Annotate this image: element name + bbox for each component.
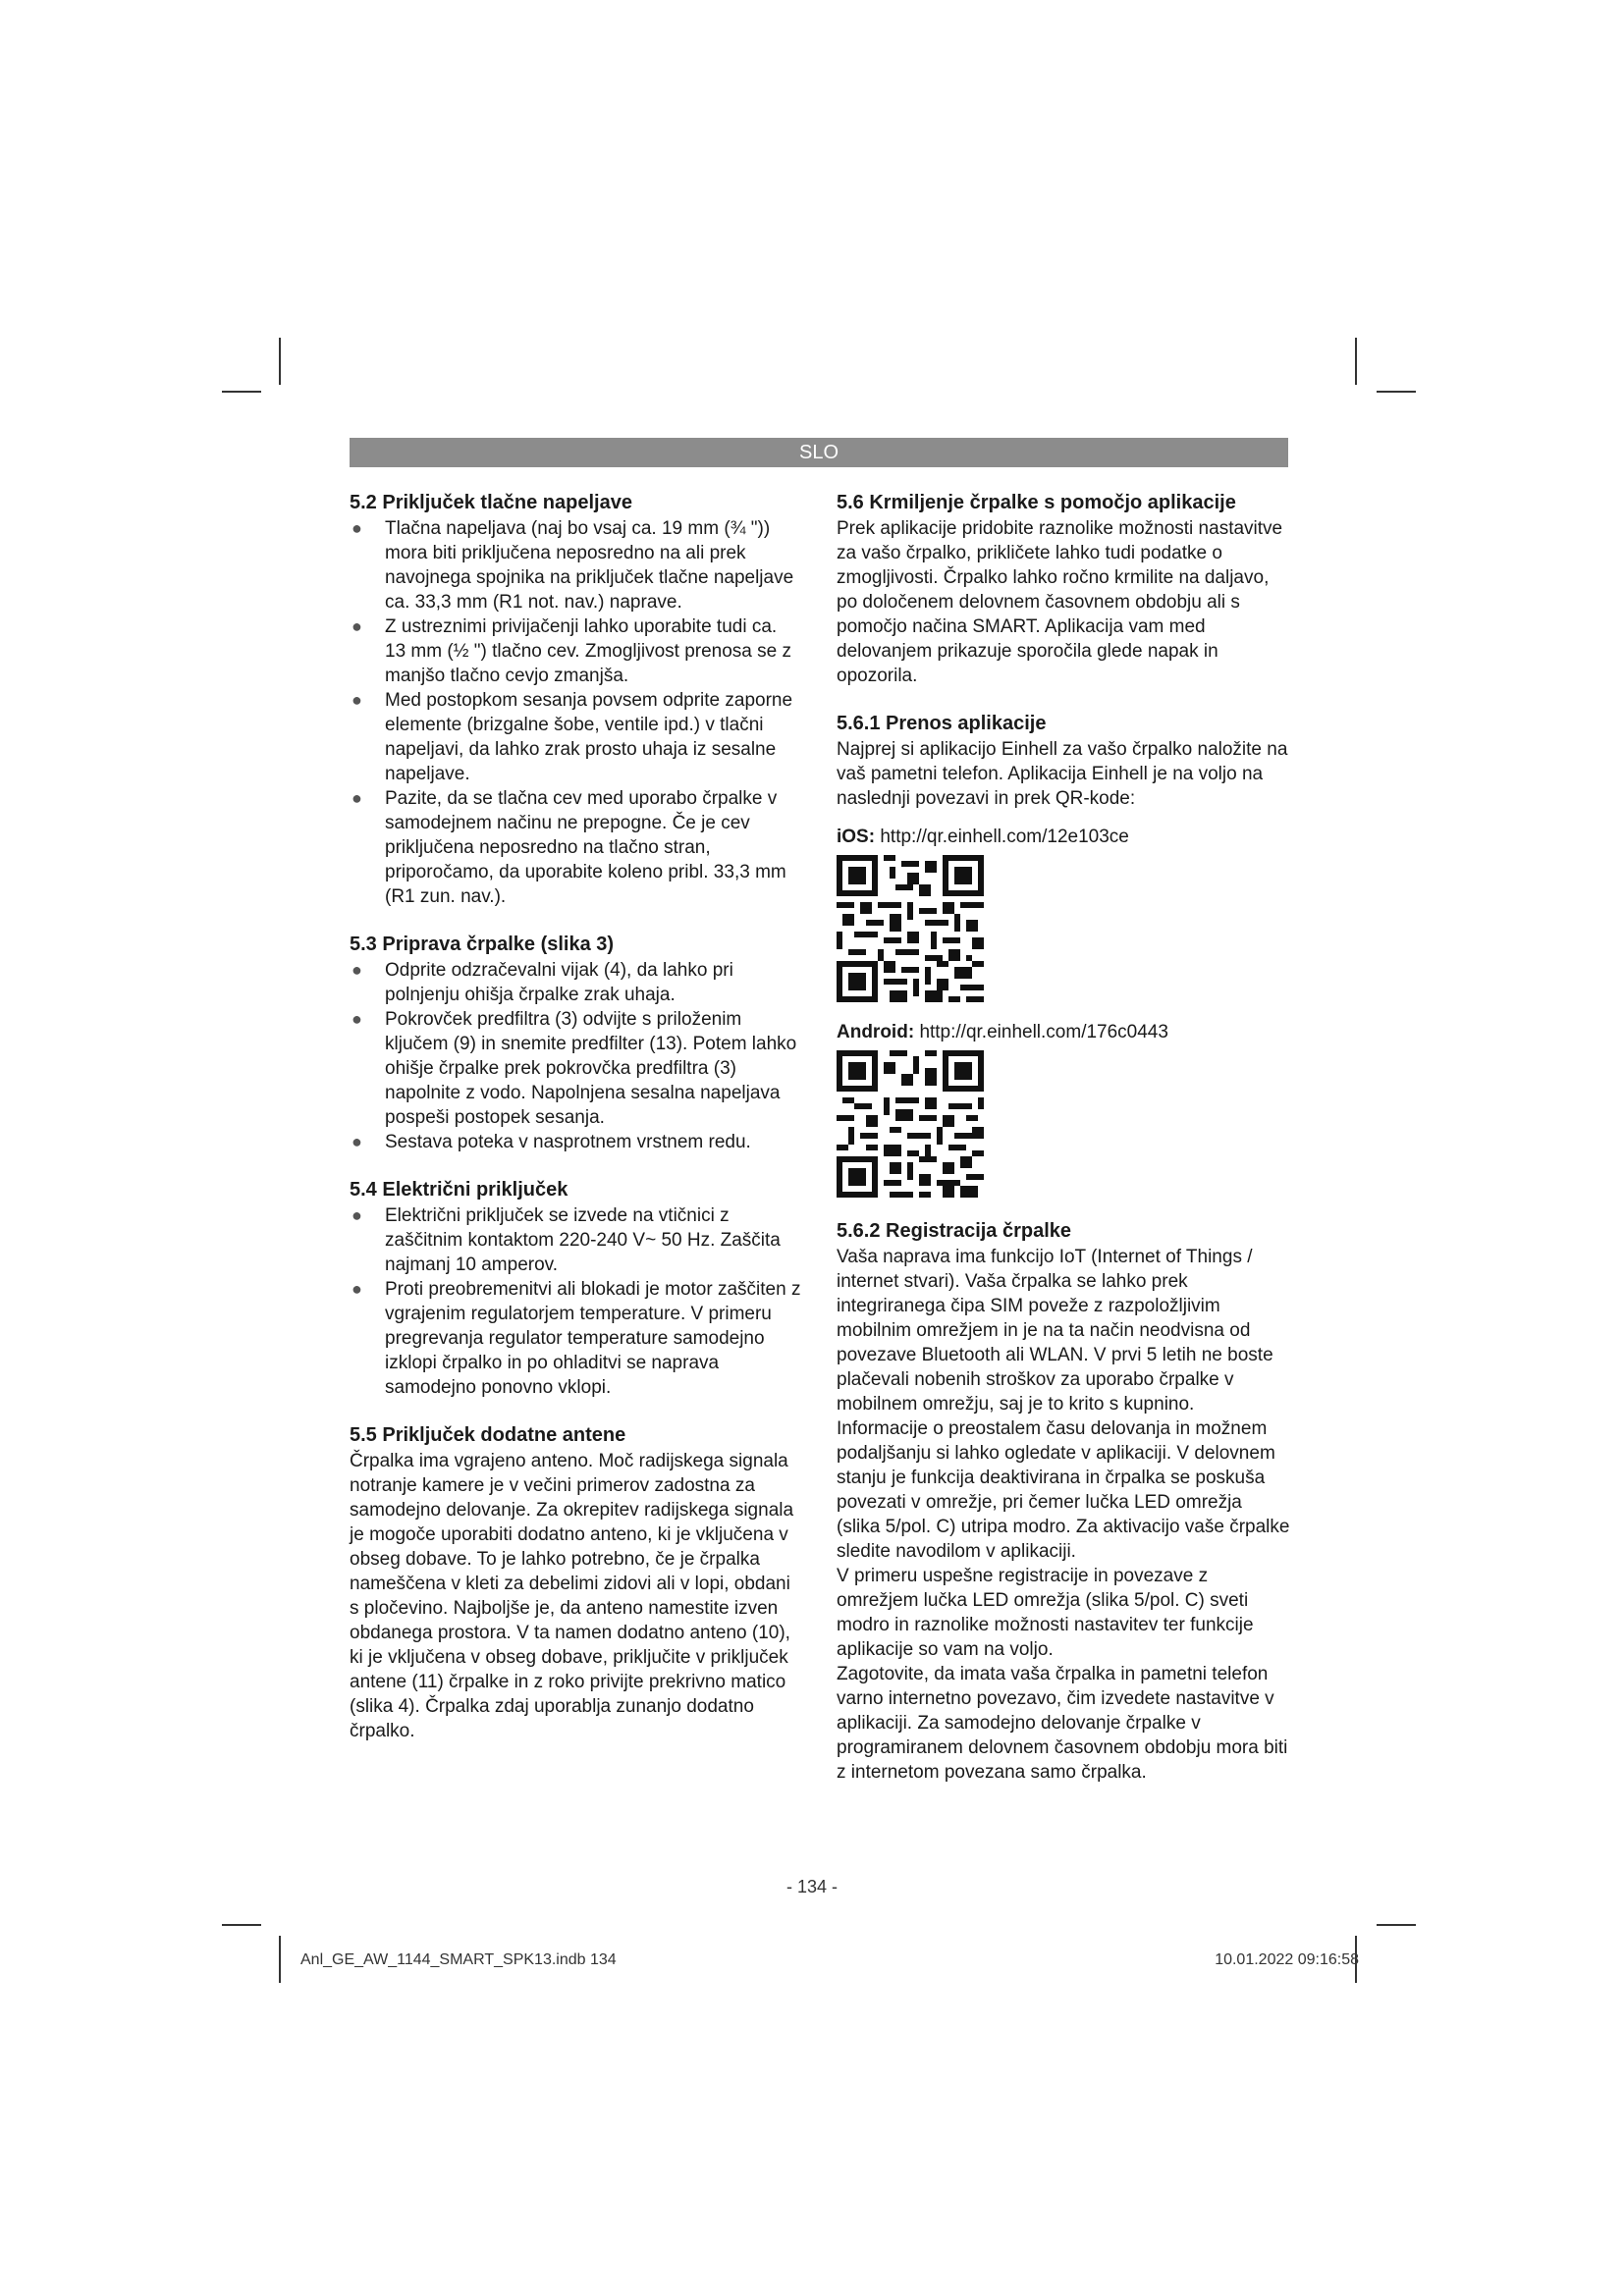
page-number: - 134 - bbox=[785, 1877, 839, 1896]
section-5-2 bbox=[350, 491, 801, 909]
section-title: 5.5 Priključek dodatne antene bbox=[350, 1424, 626, 1446]
android-label: Android: bbox=[837, 1022, 915, 1042]
section-5-6-1 bbox=[837, 712, 1290, 1198]
bullet-text: Z ustreznimi privijačenji lahko uporabite tudi ca. 13 mm (½ ") tlačno cev. Zmogljivost prenosa se z manjšo tlačno cevjo zmanjša. bbox=[385, 616, 791, 686]
language-bar: SLO bbox=[350, 438, 1288, 467]
section-title: 5.2 Priključek tlačne napeljave bbox=[350, 492, 632, 513]
bullet-icon: ● bbox=[352, 690, 362, 710]
crop-mark bbox=[279, 1936, 281, 1983]
crop-mark bbox=[279, 338, 281, 385]
right-column bbox=[837, 491, 1290, 1808]
section-text: Najprej si aplikacijo Einhell za vašo črpalko naložite na vaš pametni telefon. Aplikacija Einhell je na voljo na naslednji povezavi in prek QR-kode: bbox=[837, 739, 1288, 809]
ios-qr-code-icon[interactable] bbox=[837, 855, 984, 1002]
bullet-list bbox=[350, 958, 801, 1154]
android-link-line bbox=[837, 1020, 1290, 1044]
bullet-item bbox=[350, 1007, 801, 1130]
section-5-6 bbox=[837, 491, 1290, 688]
section-title: 5.6 Krmiljenje črpalke s pomočjo aplikacije bbox=[837, 492, 1236, 513]
ios-url-link[interactable]: http://qr.einhell.com/12e103ce bbox=[880, 827, 1129, 847]
bullet-text: Proti preobremenitvi ali blokadi je motor zaščiten z vgrajenim regulatorjem temperature. V primeru pregrevanja regulator temperature samodejno izklopi črpalko in po ohladitvi se naprava samodejno ponovno vklopi. bbox=[385, 1279, 801, 1398]
bullet-text: Tlačna napeljava (naj bo vsaj ca. 19 mm (¾ ")) mora biti priključena neposredno na ali prek navojnega spojnika na priključek tlačne napeljave ca. 33,3 mm (R1 not. nav.) naprave. bbox=[385, 518, 794, 613]
section-text: Črpalka ima vgrajeno anteno. Moč radijskega signala notranje kamere je v večini primerov zadostna za samodejno delovanje. Za okrepitev radijskega signala je mogoče uporabiti dodatno anteno, ki je vključena v obseg dobave. To je lahko potrebno, če je črpalka nameščena v kleti za debelimi zidovi ali v lopi, obdani s pločevino. Najboljše je, da anteno namestite izven obdanega prostora. V ta namen dodatno anteno (10), ki je vključena v obseg dobave, priključite v priključek antene (11) črpalke in z roko privijte prekrivno matico (slika 4). Črpalka zdaj uporablja zunanjo dodatno črpalko. bbox=[350, 1451, 794, 1741]
section-5-6-2 bbox=[837, 1219, 1290, 1785]
android-url-link[interactable]: http://qr.einhell.com/176c0443 bbox=[919, 1022, 1168, 1042]
section-5-5 bbox=[350, 1423, 801, 1743]
section-5-4 bbox=[350, 1178, 801, 1400]
bullet-item bbox=[350, 1277, 801, 1400]
bullet-item bbox=[350, 1203, 801, 1277]
left-column bbox=[350, 491, 801, 1767]
bullet-text: Sestava poteka v nasprotnem vrstnem redu. bbox=[385, 1132, 751, 1152]
section-title: 5.4 Električni priključek bbox=[350, 1179, 568, 1201]
section-title: 5.6.1 Prenos aplikacije bbox=[837, 713, 1047, 734]
section-text: V primeru uspešne registracije in povezave z omrežjem lučka LED omrežja (slika 5/pol. C) sveti modro in raznolike možnosti nastavitev ter funkcije aplikacije so vam na voljo. bbox=[837, 1566, 1254, 1660]
bullet-icon: ● bbox=[352, 616, 362, 636]
bullet-item bbox=[350, 958, 801, 1007]
bullet-icon: ● bbox=[352, 1205, 362, 1225]
bullet-text: Odprite odzračevalni vijak (4), da lahko pri polnjenju ohišja črpalke zrak uhaja. bbox=[385, 960, 733, 1005]
bullet-text: Pazite, da se tlačna cev med uporabo črpalke v samodejnem načinu ne prepogne. Če je cev priključena neposredno na tlačno stran, priporočamo, da uporabite koleno pribl. 33,3 mm (R1 zun. nav.). bbox=[385, 788, 786, 907]
crop-mark bbox=[1355, 338, 1357, 385]
bullet-text: Med postopkom sesanja povsem odprite zaporne elemente (brizgalne šobe, ventile ipd.) v tlačni napeljavi, da lahko zrak prosto uhaja iz sesalne napeljave. bbox=[385, 690, 793, 784]
footer-timestamp: 10.01.2022 09:16:58 bbox=[1215, 1951, 1359, 1968]
section-title: 5.3 Priprava črpalke (slika 3) bbox=[350, 934, 615, 955]
section-5-3 bbox=[350, 933, 801, 1154]
crop-mark bbox=[1377, 1924, 1416, 1926]
section-text: Vaša naprava ima funkcijo IoT (Internet of Things / internet stvari). Vaša črpalka se lahko prek integriranega čipa SIM poveže z razpoložljivim mobilnim omrežjem in je na ta način neodvisna od povezave Bluetooth ali WLAN. V prvi 5 letih ne boste plačevali nobenih stroškov za uporabo črpalke v mobilnem omrežju, saj je to krito s kupnino. Informacije o preostalem času delovanja in možnem podaljšanju si lahko ogledate v aplikaciji. V delovnem stanju je funkcija deaktivirana in črpalka se poskuša povezati v omrežje, pri čemer lučka LED omrežja (slika 5/pol. C) utripa modro. Za aktivacijo vaše črpalke sledite navodilom v aplikaciji. bbox=[837, 1247, 1290, 1562]
section-title: 5.6.2 Registracija črpalke bbox=[837, 1220, 1072, 1242]
bullet-item bbox=[350, 1130, 801, 1154]
ios-link-line bbox=[837, 825, 1290, 849]
bullet-icon: ● bbox=[352, 960, 362, 980]
bullet-text: Pokrovček predfiltra (3) odvijte s priloženim ključem (9) in snemite predfilter (13). Potem lahko ohišje črpalke prek pokrovčka predfiltra (3) napolnite z vodo. Napolnjena sesalna napeljava pospeši postopek sesanja. bbox=[385, 1009, 797, 1128]
section-text: Zagotovite, da imata vaša črpalka in pametni telefon varno internetno povezavo, čim izvedete nastavitve v aplikaciji. Za samodejno delovanje črpalke v programiranem delovnem časovnem obdobju mora biti z internetom povezana samo črpalka. bbox=[837, 1664, 1288, 1783]
bullet-item bbox=[350, 688, 801, 786]
bullet-icon: ● bbox=[352, 1009, 362, 1029]
bullet-item bbox=[350, 516, 801, 614]
section-text: Prek aplikacije pridobite raznolike možnosti nastavitve za vašo črpalko, prikličete lahko tudi podatke o zmogljivosti. Črpalko lahko ročno krmilite na daljavo, po določenem delovnem časovnem obdobju ali s pomočjo načina SMART. Aplikacija vam med delovanjem prikazuje sporočila glede napak in opozorila. bbox=[837, 518, 1283, 686]
bullet-item bbox=[350, 614, 801, 688]
bullet-item bbox=[350, 786, 801, 909]
bullet-list bbox=[350, 1203, 801, 1400]
bullet-icon: ● bbox=[352, 788, 362, 808]
android-qr-code-icon[interactable] bbox=[837, 1050, 984, 1198]
bullet-list bbox=[350, 516, 801, 909]
bullet-icon: ● bbox=[352, 518, 362, 538]
bullet-text: Električni priključek se izvede na vtičnici z zaščitnim kontaktom 220-240 V~ 50 Hz. Zaščita najmanj 10 amperov. bbox=[385, 1205, 781, 1275]
footer-file-name: Anl_GE_AW_1144_SMART_SPK13.indb 134 bbox=[300, 1951, 617, 1968]
crop-mark bbox=[1377, 391, 1416, 393]
ios-label: iOS: bbox=[837, 827, 876, 847]
bullet-icon: ● bbox=[352, 1132, 362, 1151]
crop-mark bbox=[222, 391, 261, 393]
bullet-icon: ● bbox=[352, 1279, 362, 1299]
crop-mark bbox=[222, 1924, 261, 1926]
